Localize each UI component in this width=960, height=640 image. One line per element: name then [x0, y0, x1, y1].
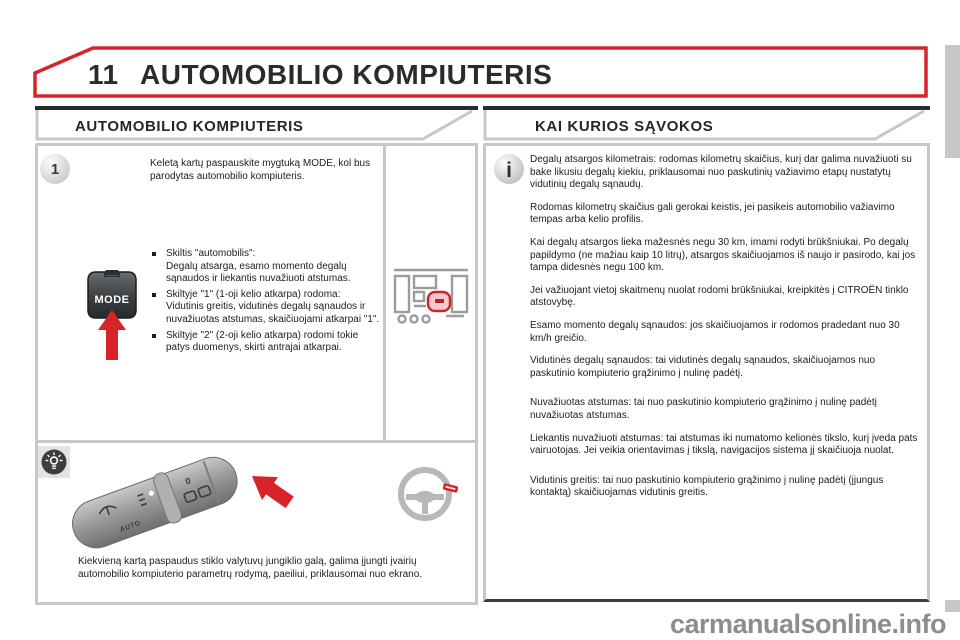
info-paragraph: Esamo momento degalų sąnaudos: jos skaičiuojamos ir rodomos pradedant nuo 30 km/h greičio.: [530, 319, 900, 344]
mode-button-illustration: [80, 268, 144, 362]
info-paragraph: Rodomas kilometrų skaičius gali gerokai keistis, jei pasikeis automobilio važiavimo tempas arba kelio profilis.: [530, 201, 895, 226]
chapter-number: 11: [88, 59, 119, 90]
left-panel: [35, 143, 478, 605]
info-paragraph: Jei važiuojant vietoj skaitmenų nuolat rodomi brūkšniukai, kreipkitės į CITROËN tinklo atstovybę.: [530, 284, 909, 309]
console-display: [414, 276, 436, 288]
horizontal-divider: [38, 440, 475, 443]
step-1-badge: 1: [40, 154, 70, 184]
footer-text: Kiekvieną kartą paspaudus stiklo valytuvų jungiklio galą, galima įjungti įvairių automobilio kompiuterio parametrų rodymą, paeiliui, priklausomai nuo ekrano.: [78, 556, 423, 580]
page-edge-tab-bottom: [945, 600, 960, 612]
console-vent-left: [395, 276, 409, 312]
dashboard-console-icon: [390, 264, 472, 326]
info-paragraph: Degalų atsargos kilometrais: rodomas kilometrų skaičius, kurį dar galima nuvažiuoti su bake likusiu degalų kiekiu, priklausomai nuo paskutinių važiavimo etapų nustatytų vidutinių degalų sąnaudų.: [530, 154, 912, 191]
list-item-body: Degalų atsarga, esamo momento degalų sąnaudos ir liekantis nuvažiuoti atstumas.: [166, 260, 351, 285]
list-item: [150, 330, 384, 355]
left-panel-header: [35, 106, 478, 143]
left-panel-heading: AUTOMOBILIO KOMPIUTERIS: [75, 118, 304, 135]
list-item-title: Skiltyje "1" (1-oji kelio atkarpa) rodoma:: [166, 288, 341, 300]
steering-wheel-icon: [398, 464, 458, 524]
console-button: [414, 292, 424, 301]
right-panel: [483, 143, 930, 602]
page-title: AUTOMOBILIO KOMPIUTERIS: [140, 59, 553, 90]
info-paragraph: Kai degalų atsargos lieka mažesnės negu 30 km, imami rodyti brūkšniukai. Po degalų papildymo (ne mažiau kaip 10 litrų), atsargos skaičiuojamos iš naujo ir pasirodo, kai jos tampa didesnės negu 100 km.: [530, 236, 916, 274]
wiper-stalk-illustration: [68, 446, 306, 556]
info-icon: [490, 150, 528, 194]
list-item: [150, 248, 384, 286]
mode-button-label: MODE: [94, 294, 130, 306]
page-edge-tab-top: [945, 45, 960, 158]
chapter-banner: [33, 46, 930, 100]
watermark: carmanualsonline.info: [669, 609, 946, 639]
info-icon-glyph: i: [506, 159, 512, 182]
list-item-title: Skiltis "automobilis":: [166, 248, 256, 259]
stalk-zero-label: 0: [183, 475, 192, 487]
right-panel-heading: KAI KURIOS SĄVOKOS: [535, 118, 714, 135]
info-paragraph: Liekantis nuvažiuoti atstumas: tai atstumas iki numatomo kelionės tikslo, kurį įveda pats vairuotojas. Jei veikia orientavimas į tikslą, navigacijos sistema jį skaičiuoja nuolat.: [530, 432, 918, 457]
console-knob: [423, 316, 430, 323]
definitions-text: [530, 154, 920, 510]
list-item: [150, 289, 384, 327]
stalk-body: [68, 451, 244, 555]
info-paragraph: Vidutinės degalų sąnaudos: tai vidutinės degalų sąnaudos, skaičiuojamos nuo paskutinio kompiuterio grąžinimo į nulinę padėtį.: [530, 355, 876, 379]
list-item-body: Vidutinis greitis, vidutinės degalų sąnaudos ir nuvažiuotas atstumas, skaičiuojami atkarpai "1".: [166, 301, 380, 325]
stalk-auto-label: AUTO: [119, 519, 142, 534]
console-highlight-bar: [435, 299, 444, 303]
console-vent-right: [452, 276, 467, 312]
info-paragraph: Nuvažiuotas atstumas: tai nuo paskutinio kompiuterio grąžinimo į nulinę padėtį nuvažiuotas atstumas.: [530, 397, 877, 421]
list-item-title: Skiltyje "2" (2-oji kelio atkarpa) rodomi tokie patys duomenys, skirti antrajai atkarpai.: [166, 329, 359, 354]
info-paragraph: Vidutinis greitis: tai nuo paskutinio kompiuterio grąžinimo į nulinę padėtį (įjungus kontaktą) skaičiuojamas vidutinis greitis.: [530, 474, 884, 499]
intro-text: Keletą kartų paspauskite mygtuką MODE, kol bus parodytas automobilio kompiuteris.: [150, 158, 371, 182]
right-panel-header: [483, 106, 930, 143]
console-knob: [399, 316, 406, 323]
mode-button-notch: [105, 270, 119, 275]
console-knob: [411, 316, 418, 323]
stalk-body-group: [68, 449, 245, 556]
lighting-bulb-icon: [38, 446, 70, 478]
stalk-arrow-icon: [244, 465, 298, 514]
wheel-hub: [415, 491, 435, 503]
feature-list: [150, 248, 384, 358]
